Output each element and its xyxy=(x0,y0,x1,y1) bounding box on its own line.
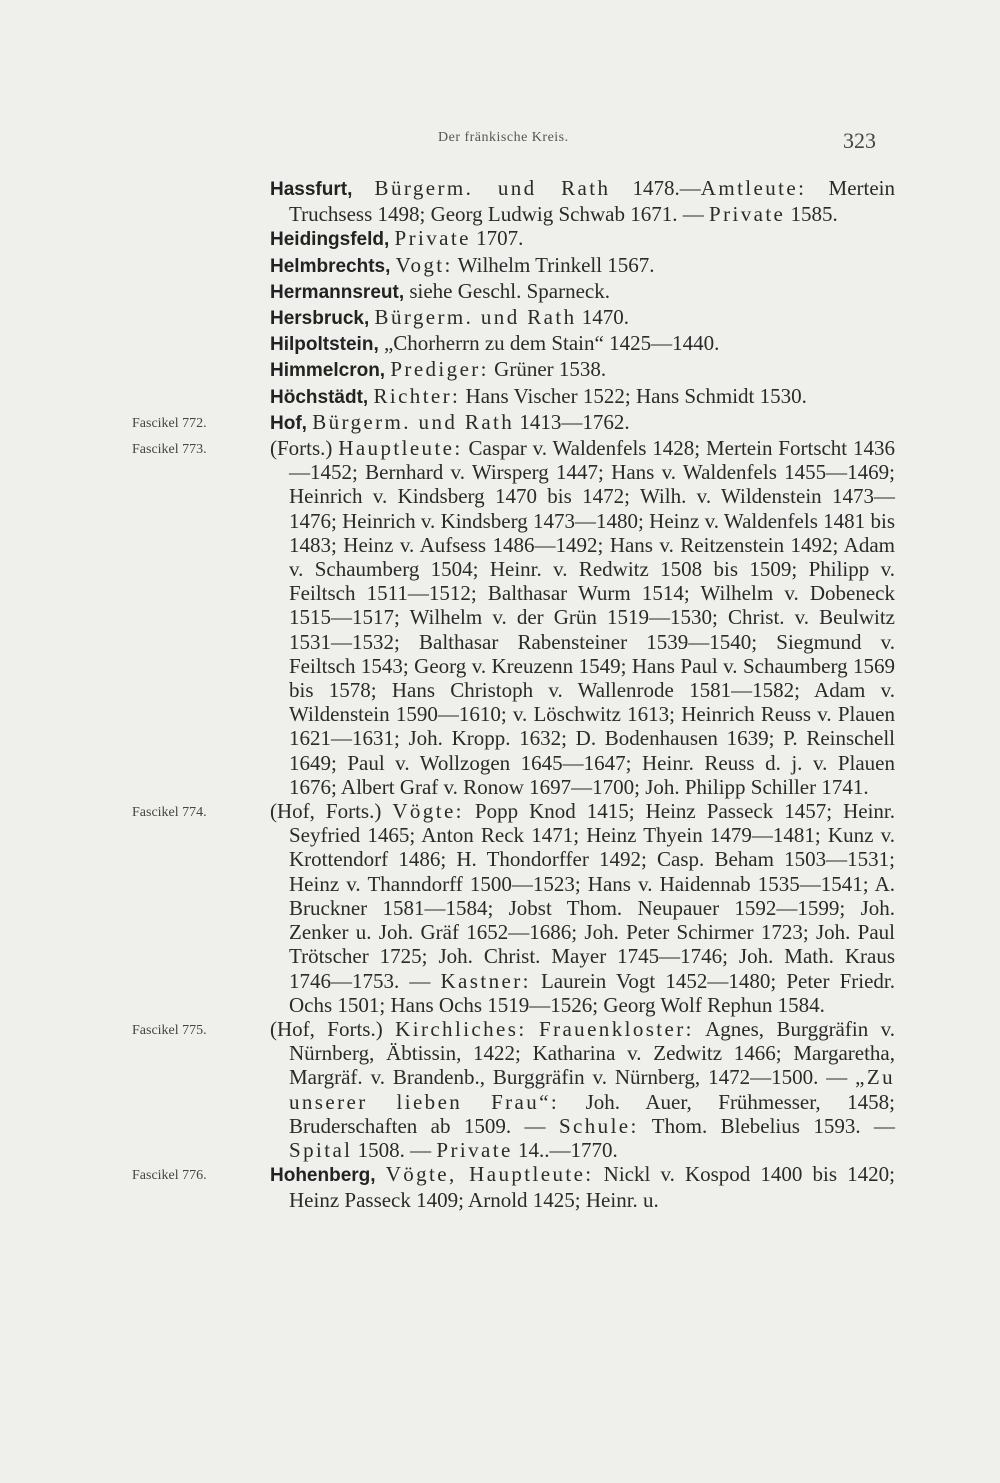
entry-text: 1508. — xyxy=(352,1137,437,1162)
entry-text: (Forts.) xyxy=(270,436,339,461)
page-number: 323 xyxy=(843,128,876,153)
entry-text: Wilhelm Trinkell 1567. xyxy=(452,252,655,277)
entry-text xyxy=(527,1017,539,1041)
entry-text: 1470. xyxy=(576,305,630,330)
place-name: Hersbruck, xyxy=(270,308,370,330)
register-entry xyxy=(0,357,895,383)
entry-text: Popp Knod 1415; Heinz Passeck 1457; Heinr. Seyfried 1465; Anton Reck 1471; Heinz Thyein 1479—1481; Kunz v. Krottendorf 1486; H. Thondorffer 1492; Casp. Beham 1503—1531; Heinz v. Thanndorff 1500—1523; Hans v. Haidennab 1535—1541; A. Bruckner 1581—1584; Jobst Thom. Neupauer 1592—1599; Joh. Zenker u. Joh. Gräf 1652—1686; Joh. Peter Schirmer 1723; Joh. Paul Trötscher 1725; Joh. Christ. Mayer 1745—1746; Joh. Math. Kraus 1746—1753. — xyxy=(289,799,896,993)
fascikel-label: Fascikel 776. xyxy=(132,1168,207,1184)
entry-text: 1413—1762. xyxy=(514,409,630,434)
spaced-heading: Bürgerm. und Rath xyxy=(374,176,611,200)
register-entry xyxy=(0,305,895,331)
entry-text: (Hof, Forts.) xyxy=(270,1016,396,1041)
spaced-heading: „Zu unserer lieben Frau“: xyxy=(289,1065,895,1114)
fascikel-label: Fascikel 774. xyxy=(132,805,207,821)
entry-text: Mertein Truchsess 1498; Georg Ludwig Schwab 1671. — xyxy=(289,176,896,227)
place-name: Himmelcron, xyxy=(270,360,386,382)
entry-text: 1478.— xyxy=(610,176,701,200)
entry-text: Joh. Auer, Frühmesser, 1458; Bruderschaften ab 1509. — xyxy=(289,1089,895,1138)
entry-text: Agnes, Burggräfin v. Nürnberg, Äbtissin, 1422; Katharina v. Zedwitz 1466; Margaretha, Margräf. v. Brandenb., Burggräfin v. Nürnberg, 1472—1500. — xyxy=(289,1016,896,1090)
fascikel-label: Fascikel 775. xyxy=(132,1022,207,1038)
spaced-heading: Kirchliches: xyxy=(395,1016,527,1041)
spaced-heading: Richter: xyxy=(373,383,461,408)
register-entry xyxy=(0,176,895,226)
place-name: Hassfurt, xyxy=(270,179,353,200)
entry-text: 1585. xyxy=(785,202,838,227)
place-name: Helmbrechts, xyxy=(270,255,391,277)
spaced-heading: Private xyxy=(436,1137,513,1162)
spaced-heading: Private xyxy=(394,226,471,251)
register-entry xyxy=(0,410,895,436)
entry-text: (Hof, Forts.) xyxy=(270,799,393,824)
entry-text: „Chorherrn zu dem Stain“ 1425—1440. xyxy=(383,331,720,356)
entry-text: 1707. xyxy=(470,226,524,251)
spaced-heading: Vogt: xyxy=(395,252,453,277)
place-name: Hohenberg, xyxy=(270,1165,376,1187)
spaced-heading: Spital xyxy=(289,1137,353,1162)
entry-text: Caspar v. Waldenfels 1428; Mertein Fortscht 1436—1452; Bernhard v. Wirsperg 1447; Hans v. Waldenfels 1455—1469; Heinrich v. Kindsberg 1470 bis 1472; Wilh. v. Wildenstein 1473—1476; Heinrich v. Kindsberg 1473—1480; Heinz v. Waldenfels 1481 bis 1483; Heinz v. Aufsess 1486—1492; Hans v. Reitzenstein 1492; Adam v. Schaumberg 1504; Heinr. v. Redwitz 1508 bis 1509; Philipp v. Feiltsch 1511—1512; Balthasar Wurm 1514; Wilhelm v. Dobeneck 1515—1517; Wilhelm v. der Grün 1519—1530; Christ. v. Beulwitz 1531—1532; Balthasar Rabensteiner 1539—1540; Siegmund v. Feiltsch 1543; Georg v. Kreuzenn 1549; Hans Paul v. Schaumberg 1569 bis 1578; Hans Christoph v. Wallenrode 1581—1582; Adam v. Wildenstein 1590—1610; v. Löschwitz 1613; Heinrich Reuss v. Plauen 1621—1631; Joh. Kropp. 1632; D. Bodenhausen 1639; P. Reinschell 1649; Paul v. Wollzogen 1645—1647; Heinr. Reuss d. j. v. Plauen 1676; Albert Graf v. Ronow 1697—1700; Joh. Philipp Schiller 1741. xyxy=(289,436,895,799)
register-entry xyxy=(0,1162,895,1212)
entry-text: 14..—1770. xyxy=(512,1137,618,1162)
spaced-heading: Vögte, Hauptleute: xyxy=(385,1162,594,1187)
place-name: Hilpoltstein, xyxy=(270,334,379,356)
entry-text: Nickl v. Kospod 1400 bis 1420; Heinz Passeck 1409; Arnold 1425; Heinr. u. xyxy=(289,1162,895,1213)
spaced-heading: Bürgerm. und Rath xyxy=(374,305,577,330)
spaced-heading: Hauptleute: xyxy=(338,436,463,461)
register-entry xyxy=(0,226,895,252)
entry-text: Laurein Vogt 1452—1480; Peter Friedr. Ochs 1501; Hans Ochs 1519—1526; Georg Wolf Rephun 1584. xyxy=(289,968,896,1017)
fascikel-label: Fascikel 773. xyxy=(132,442,207,458)
place-name: Hof, xyxy=(270,412,307,434)
register-entry xyxy=(0,279,895,305)
entry-text: siehe Geschl. Sparneck. xyxy=(409,278,610,303)
spaced-heading: Bürgerm. und Rath xyxy=(312,409,515,434)
spaced-heading: Prediger: xyxy=(390,357,489,382)
entry-text: Hans Vischer 1522; Hans Schmidt 1530. xyxy=(460,383,807,408)
spaced-heading: Vögte: xyxy=(392,799,464,824)
spaced-heading: Kastner: xyxy=(440,968,531,993)
register-entry xyxy=(0,253,895,279)
spaced-heading: Frauenkloster: xyxy=(538,1016,694,1041)
place-name: Hermannsreut, xyxy=(270,281,405,303)
register-entry xyxy=(0,799,895,1017)
register-entry xyxy=(0,331,895,357)
body-text xyxy=(0,176,1000,1213)
spaced-heading: Private xyxy=(709,202,786,227)
entry-text: Grüner 1538. xyxy=(488,357,607,382)
register-entry xyxy=(0,436,895,799)
page-header xyxy=(0,126,1000,156)
running-title: Der fränkische Kreis. xyxy=(438,130,569,145)
place-name: Höchstädt, xyxy=(270,386,369,408)
spaced-heading: Amtleute: xyxy=(700,176,807,200)
entry-text: Thom. Blebelius 1593. — xyxy=(638,1113,895,1138)
register-entry xyxy=(0,1017,895,1162)
fascikel-label: Fascikel 772. xyxy=(132,415,207,431)
spaced-heading: Schule: xyxy=(558,1113,639,1138)
register-entry xyxy=(0,384,895,410)
place-name: Heidingsfeld, xyxy=(270,229,390,251)
